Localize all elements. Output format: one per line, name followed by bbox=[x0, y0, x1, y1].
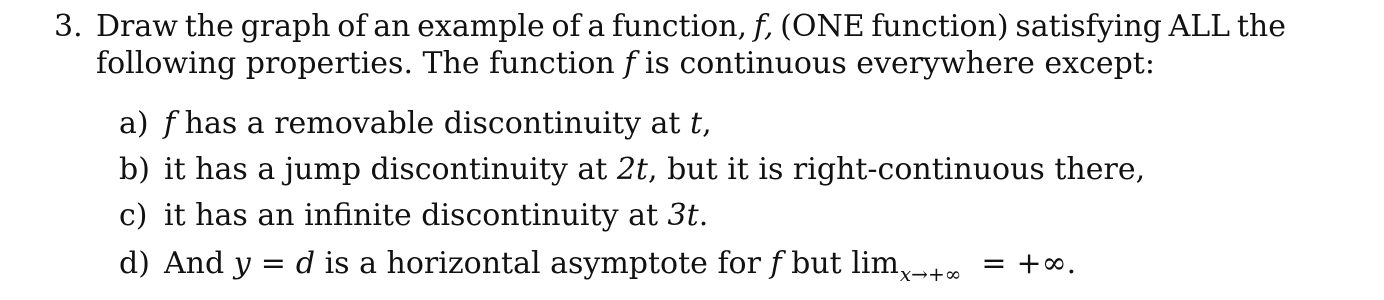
word-draw: Draw bbox=[96, 9, 178, 44]
problem-number: 3. bbox=[54, 9, 83, 44]
item-d-and: And bbox=[164, 246, 234, 281]
item-c-description: it has an infinite discontinuity at bbox=[164, 198, 668, 233]
line2-after-f: is continuous everywhere except: bbox=[635, 46, 1155, 81]
word-all: ALL bbox=[1168, 9, 1231, 44]
word-example: example bbox=[417, 9, 545, 44]
item-a-description: has a removable discontinuity at bbox=[175, 106, 691, 141]
item-c-text bbox=[164, 198, 708, 234]
math-d: d bbox=[295, 246, 316, 281]
word-satisfying: satisfying bbox=[1015, 9, 1162, 44]
item-b-label: b) bbox=[119, 152, 150, 187]
item-c-label: c) bbox=[119, 198, 148, 233]
word-an: an bbox=[373, 9, 411, 44]
item-a-label: a) bbox=[119, 106, 149, 141]
math-f: f, bbox=[753, 9, 774, 44]
math-2t: 2t bbox=[616, 152, 648, 187]
item-d-but: but bbox=[781, 246, 852, 281]
problem-line-2 bbox=[96, 46, 1155, 82]
word-of-2: of bbox=[551, 9, 581, 44]
word-one: (ONE bbox=[780, 9, 865, 44]
item-d-label: d) bbox=[119, 246, 150, 281]
math-f: f bbox=[164, 106, 176, 141]
item-d-text bbox=[164, 246, 1076, 284]
problem-line-1 bbox=[96, 9, 1286, 45]
word-a: a bbox=[587, 9, 606, 44]
word-graph: graph bbox=[240, 9, 331, 44]
math-y: y bbox=[233, 246, 251, 281]
equals-sign: = bbox=[260, 246, 286, 281]
math-f: f bbox=[770, 246, 782, 281]
word-the: the bbox=[184, 9, 234, 44]
item-b-description: it has a jump discontinuity at bbox=[164, 152, 617, 187]
word-function-2: function) bbox=[871, 9, 1009, 44]
math-t: t bbox=[690, 106, 703, 141]
math-lim: lim bbox=[851, 246, 899, 281]
item-b-text bbox=[164, 152, 1145, 188]
equals-sign-2: = bbox=[981, 246, 1007, 281]
word-of: of bbox=[337, 9, 367, 44]
line2-before-f: following properties. The function bbox=[96, 46, 625, 81]
word-function: function, bbox=[611, 9, 748, 44]
math-3t: 3t bbox=[667, 198, 699, 233]
item-a-text bbox=[164, 106, 712, 142]
word-the-2: the bbox=[1236, 9, 1286, 44]
item-a-end: , bbox=[702, 106, 712, 141]
item-b-description-end: , but it is right-continuous there, bbox=[648, 152, 1146, 187]
item-c-end: . bbox=[698, 198, 709, 233]
math-f: f bbox=[624, 46, 636, 81]
limit-subscript: x→+∞ bbox=[899, 262, 962, 286]
positive-infinity: +∞. bbox=[1016, 246, 1077, 281]
item-d-asymptote-text: is a horizontal asymptote for bbox=[315, 246, 771, 281]
